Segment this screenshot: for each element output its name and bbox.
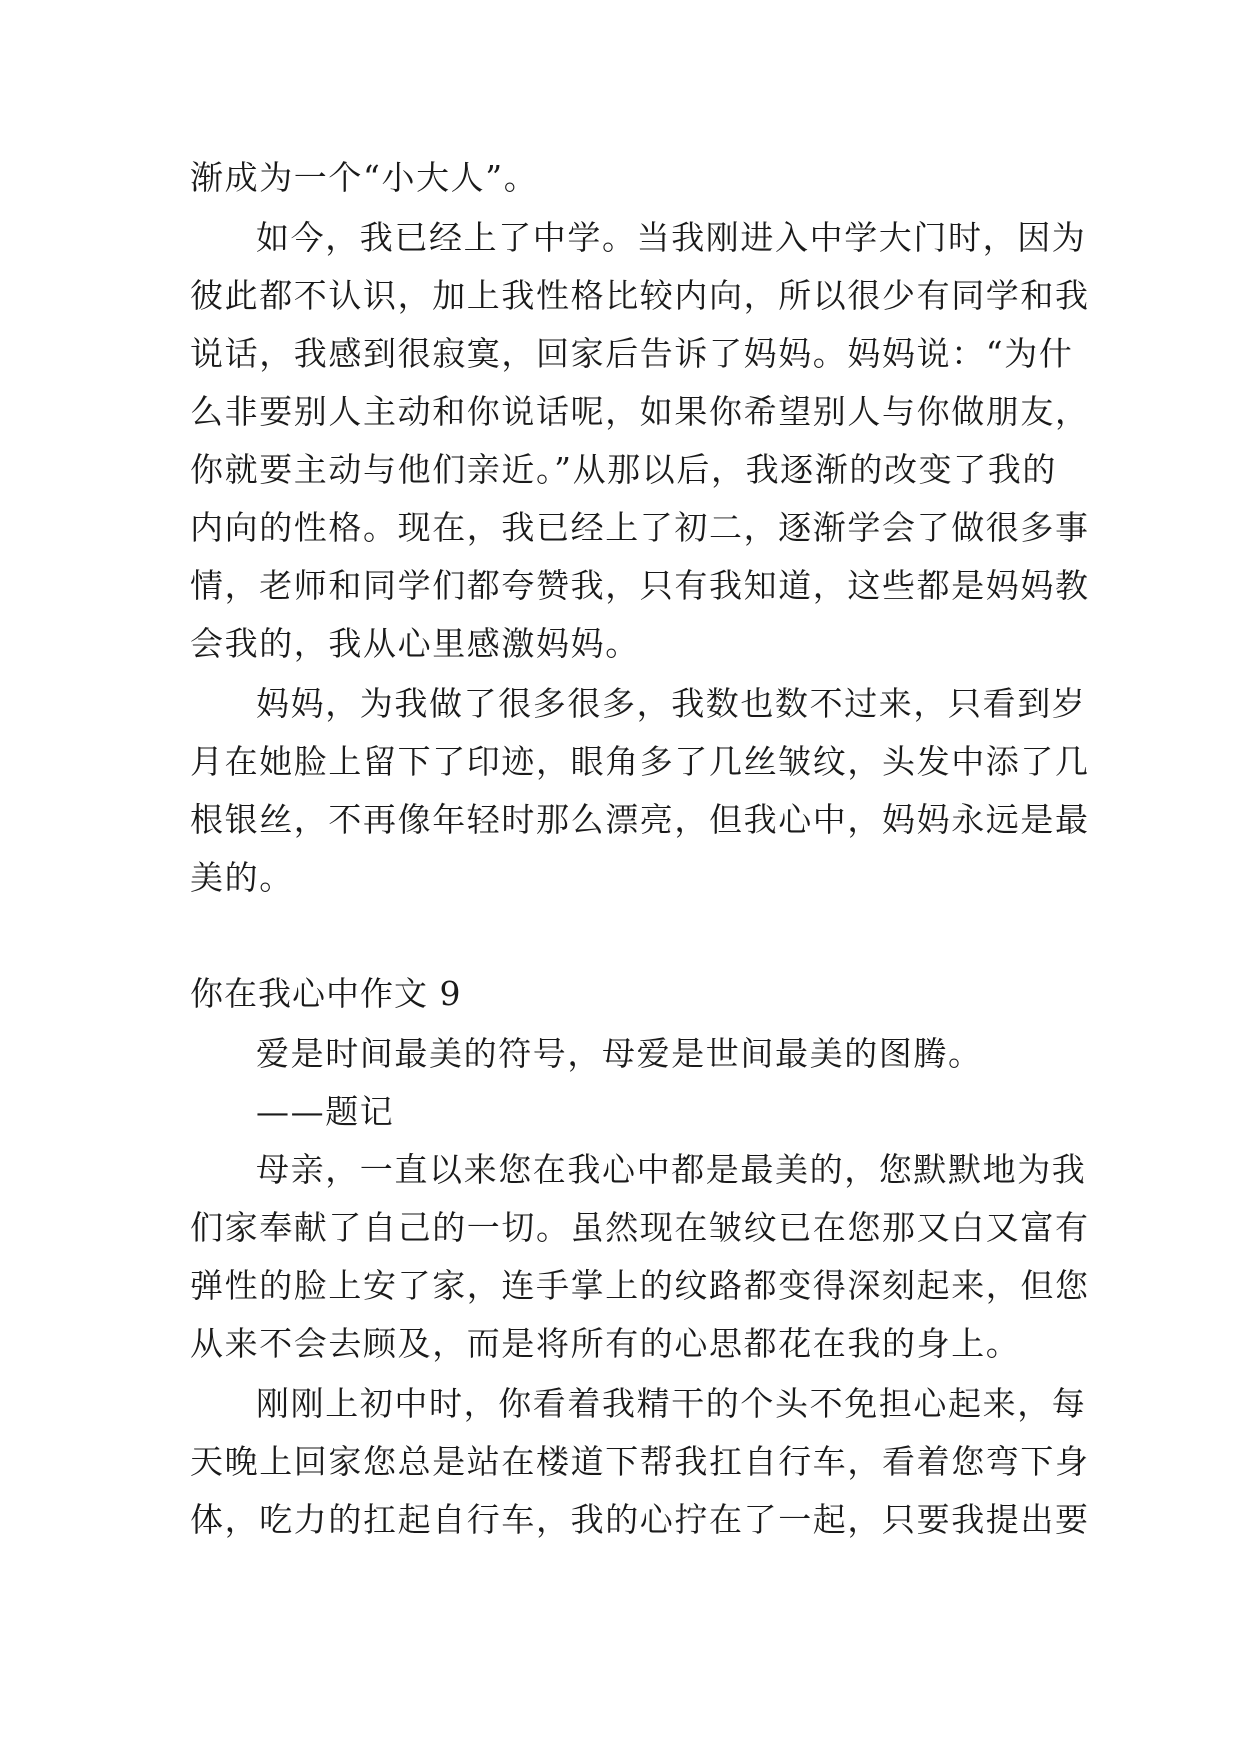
text-line: 么非要别人主动和你说话呢，如果你希望别人与你做朋友， xyxy=(190,392,1090,431)
text-line: 彼此都不认识，加上我性格比较内向，所以很少有同学和我 xyxy=(190,276,1090,315)
text-line: 会我的，我从心里感激妈妈。 xyxy=(190,624,640,663)
text-line: 美的。 xyxy=(190,858,294,897)
text-line: 说话，我感到很寂寞，回家后告诉了妈妈。妈妈说：“为什 xyxy=(190,334,1074,373)
text-line: 你就要主动与他们亲近。”从那以后，我逐渐的改变了我的 xyxy=(190,450,1057,489)
section-title: 你在我心中作文 9 xyxy=(190,974,462,1013)
text-line: 从来不会去顾及，而是将所有的心思都花在我的身上。 xyxy=(190,1324,1021,1363)
epigraph-attribution: ——题记 xyxy=(256,1092,395,1131)
text-line: 天晚上回家您总是站在楼道下帮我扛自行车，看着您弯下身 xyxy=(190,1442,1090,1481)
paragraph-start: 如今，我已经上了中学。当我刚进入中学大门时，因为 xyxy=(256,218,1087,257)
paragraph-start: 母亲，一直以来您在我心中都是最美的，您默默地为我 xyxy=(256,1150,1087,1189)
epigraph: 爱是时间最美的符号，母爱是世间最美的图腾。 xyxy=(256,1034,983,1073)
text-line: 月在她脸上留下了印迹，眼角多了几丝皱纹，头发中添了几 xyxy=(190,742,1090,781)
text-line: 内向的性格。现在，我已经上了初二，逐渐学会了做很多事 xyxy=(190,508,1090,547)
paragraph-start: 刚刚上初中时，你看着我精干的个头不免担心起来，每 xyxy=(256,1384,1087,1423)
text-line: 弹性的脸上安了家，连手掌上的纹路都变得深刻起来，但您 xyxy=(190,1266,1090,1305)
paragraph-start: 妈妈，为我做了很多很多，我数也数不过来，只看到岁 xyxy=(256,684,1087,723)
text-line: 情，老师和同学们都夸赞我，只有我知道，这些都是妈妈教 xyxy=(190,566,1090,605)
text-line: 渐成为一个“小大人”。 xyxy=(190,158,539,197)
text-line: 体，吃力的扛起自行车，我的心拧在了一起，只要我提出要 xyxy=(190,1500,1090,1539)
text-line: 们家奉献了自己的一切。虽然现在皱纹已在您那又白又富有 xyxy=(190,1208,1090,1247)
text-line: 根银丝，不再像年轻时那么漂亮，但我心中，妈妈永远是最 xyxy=(190,800,1090,839)
